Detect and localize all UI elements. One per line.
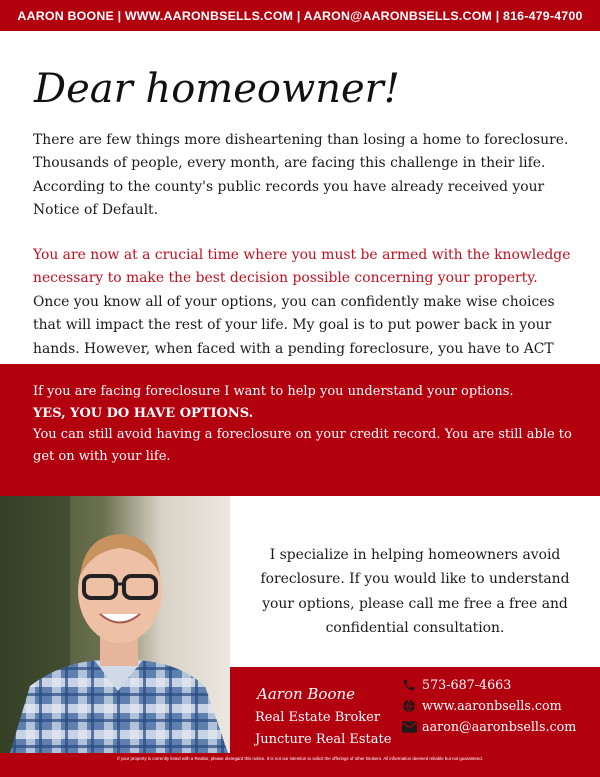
disclaimer-text: If your property is currently listed with a Realtor, please disregard this notice. It is not our intention to solicit the offerings of other Brokers. All information deemed reliable but not guaranteed.	[117, 756, 483, 761]
header-contact-line: AARON BOONE | WWW.AARONBSELLS.COM | AARON@AARONBSELLS.COM | 816-479-4700	[17, 8, 583, 23]
greeting-script	[30, 50, 400, 130]
header-contact-bar	[0, 0, 600, 31]
agent-company: Juncture Real Estate	[255, 732, 392, 747]
intro-paragraph: There are few things more disheartening than losing a home to foreclosure. Thousands of people, every month, are facing this challenge in their life. According to the county's public records you have already received your Notice of Default.	[33, 132, 569, 219]
options-line-1: If you are facing foreclosure I want to help you understand your options.	[33, 384, 514, 399]
phone-link[interactable]: 573-687-4663	[422, 677, 512, 692]
options-line-2: YES, YOU DO HAVE OPTIONS.	[33, 405, 254, 421]
specialize-text: I specialize in helping homeowners avoid foreclosure. If you would like to understand your options, please call me free a free and confidential consultation.	[260, 547, 570, 637]
options-band	[0, 364, 600, 496]
crucial-highlight: You are now at a crucial time where you must be armed with the knowledge necessary to make the best decision possible concerning your property.	[33, 247, 571, 287]
agent-signature	[255, 675, 356, 707]
mail-icon	[400, 719, 418, 735]
agent-signature-text: Aaron Boone	[257, 685, 356, 703]
options-line-3: You can still avoid having a foreclosure on your credit record. You are still able to get on with your life.	[33, 427, 572, 464]
email-link[interactable]: aaron@aaronbsells.com	[422, 719, 577, 734]
agent-title: Real Estate Broker	[255, 710, 381, 725]
crucial-rest: Once you know all of your options, you can confidently make wise choices that will impact the rest of your life. My goal is to put power back in your hands. However, when faced with a pending foreclosure, you have to ACT	[33, 293, 555, 357]
globe-icon	[400, 698, 418, 714]
agent-footer	[230, 667, 600, 753]
phone-icon	[400, 677, 418, 693]
greeting-text: Dear homeowner!	[34, 66, 400, 112]
agent-photo	[0, 496, 230, 753]
disclaimer	[0, 753, 600, 777]
website-link[interactable]: www.aaronbsells.com	[422, 698, 562, 713]
